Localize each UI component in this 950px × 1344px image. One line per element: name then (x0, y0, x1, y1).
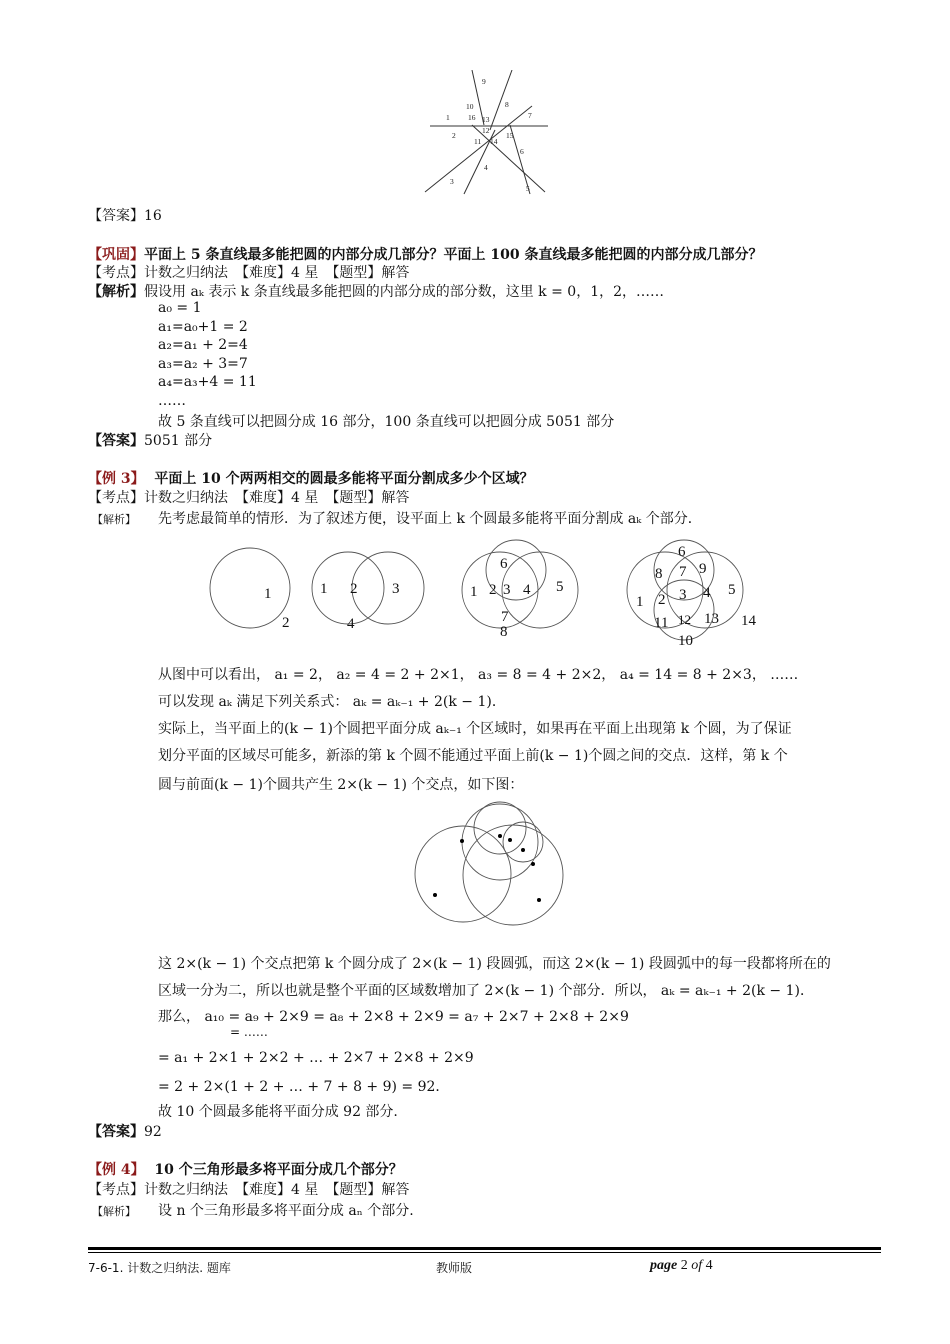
gonggu-text: 平面上 5 条直线最多能把圆的内部分成几部分？平面上 100 条直线最多能把圆的内部分成几部分？ (144, 247, 763, 263)
circle (463, 825, 563, 925)
region-label: 11 (654, 615, 669, 631)
answer-value: 16 (144, 208, 162, 224)
fig-label: 16 (468, 113, 476, 122)
jiexi-label: 【解析】 (88, 284, 144, 300)
region-label: 1 (264, 586, 272, 602)
region-label: 1 (320, 581, 328, 597)
intersection-point (498, 834, 502, 838)
region-label: 9 (699, 561, 707, 577)
region-label: 14 (741, 613, 756, 629)
region-label: 3 (392, 581, 400, 597)
fig-label: 7 (528, 111, 532, 120)
ex3-answer (88, 1121, 162, 1141)
answer-label: 【答案】 (88, 1124, 144, 1140)
jiexi-text: 假设用 aₖ 表示 k 条直线最多能把圆的内部分成的部分数，这里 k = 0，1，2，…… (144, 284, 665, 300)
ex3-equation: = 2 + 2×(1 + 2 + … + 7 + 8 + 9) = 92． (158, 1079, 450, 1095)
region-label: 8 (655, 566, 663, 582)
ex3-label: 【例 3】 (88, 471, 145, 487)
region-label: 6 (500, 556, 508, 572)
intersection-point (537, 898, 541, 902)
ex4-jiexi-label: 【解析】 (92, 1205, 136, 1218)
gonggu-jiexi (88, 281, 664, 301)
region-label: 4 (347, 616, 355, 632)
ex3-kaodian: 【考点】计数之归纳法 【难度】4 星 【题型】解答 (88, 490, 410, 506)
intersection-point (531, 862, 535, 866)
region-label: 5 (556, 579, 564, 595)
fig-label: 15 (506, 131, 514, 140)
fig-label: 2 (452, 131, 456, 140)
region-label: 1 (470, 584, 478, 600)
ex3-title: 平面上 10 个两两相交的圆最多能将平面分割成多少个区域？ (154, 471, 534, 487)
ex3-intro: 先考虑最简单的情形．为了叙述方便，设平面上 k 个圆最多能将平面分割成 aₖ 个部分． (158, 511, 702, 527)
fig-label: 5 (526, 184, 530, 193)
ex4-question (88, 1159, 403, 1179)
region-label: 13 (704, 611, 719, 627)
ex3-para-line: 实际上，当平面上的(k − 1)个圆把平面分成 aₖ₋₁ 个区域时，如果再在平面上出现第 k 个圆，为了保证 (158, 721, 792, 737)
ex4-intro: 设 n 个三角形最多将平面分成 aₙ 个部分. (158, 1203, 414, 1219)
circle (210, 548, 290, 628)
region-label: 10 (678, 633, 693, 648)
eq-line: …… (158, 393, 186, 409)
ex3-question (88, 468, 534, 488)
fig-label: 12 (482, 126, 490, 135)
gonggu-question (88, 244, 762, 264)
eq-line: a₀ = 1 (158, 300, 202, 316)
answer-label: 【答案】 (88, 208, 144, 224)
region-label: 2 (658, 592, 666, 608)
region-label: 7 (679, 564, 687, 580)
eq-line: a₄=a₃+4 = 11 (158, 374, 257, 390)
circle (462, 804, 538, 880)
region-label: 5 (728, 582, 736, 598)
region-label: 2 (282, 615, 290, 631)
fig-label: 14 (490, 137, 498, 146)
fig-label: 11 (474, 137, 482, 146)
ex3-observation: 从图中可以看出， a₁ = 2， a₂ = 4 = 2 + 2×1， a₃ = 8 = 4 + 2×2， a₄ = 14 = 8 + 2×3， …… (158, 667, 799, 683)
region-label: 2 (489, 582, 497, 598)
region-label: 1 (636, 594, 644, 610)
circle (352, 552, 424, 624)
intersection-point (508, 838, 512, 842)
ex3-equation: = …… (230, 1025, 268, 1039)
circle (502, 552, 578, 628)
page-total: 4 (705, 1258, 713, 1273)
page-prefix: page (650, 1258, 678, 1273)
ex3-para-line: 划分平面的区域尽可能多，新添的第 k 个圆不能通过平面上前(k − 1)个圆之间的交点．这样，第 k 个 (158, 748, 788, 764)
eq-line: a₁=a₀+1 = 2 (158, 319, 248, 335)
ex3-equation: = a₁ + 2×1 + 2×2 + … + 2×7 + 2×8 + 2×9 (158, 1050, 474, 1066)
answer-value: 92 (144, 1124, 162, 1140)
region-label: 2 (350, 581, 358, 597)
ex3-para-line: 这 2×(k − 1) 个交点把第 k 个圆分成了 2×(k − 1) 段圆弧，而这 2×(k − 1) 段圆弧中的每一段都将所在的 (158, 956, 831, 972)
region-label: 12 (678, 612, 691, 627)
circle (474, 802, 526, 854)
circles-figure (200, 538, 790, 648)
ex3-jiexi-label: 【解析】 (92, 513, 136, 526)
fig-label: 6 (520, 147, 524, 156)
footer-page (650, 1258, 713, 1274)
ex3-relation: 可以发现 aₖ 满足下列关系式： aₖ = aₖ₋₁ + 2(k − 1)． (158, 694, 506, 710)
page-of: of (691, 1258, 703, 1273)
fig-label: 4 (484, 163, 488, 172)
ex4-title: 10 个三角形最多将平面分成几个部分？ (154, 1162, 403, 1178)
fig-line (425, 106, 532, 192)
fig-label: 13 (482, 115, 490, 124)
ex3-para-line: 圆与前面(k − 1)个圆共产生 2×(k − 1) 个交点，如下图： (158, 777, 524, 793)
footer-rule (88, 1247, 881, 1250)
ex3-equation: 那么， a₁₀ = a₉ + 2×9 = a₈ + 2×8 + 2×9 = a₇ + 2×7 + 2×8 + 2×9 (158, 1009, 629, 1025)
intersection-point (433, 893, 437, 897)
answer-value: 5051 部分 (144, 433, 213, 449)
intersection-point (460, 839, 464, 843)
conclusion: 故 5 条直线可以把圆分成 16 部分，100 条直线可以把圆分成 5051 部分 (158, 414, 615, 430)
region-label: 4 (523, 582, 531, 598)
page-number: 2 (680, 1258, 688, 1273)
region-label: 4 (703, 585, 711, 601)
region-label: 3 (679, 587, 687, 603)
ex4-kaodian: 【考点】计数之归纳法 【难度】4 星 【题型】解答 (88, 1182, 410, 1198)
intersection-figure (405, 800, 570, 945)
lines-figure (420, 70, 555, 198)
footer-rule (88, 1252, 881, 1253)
gonggu-answer (88, 430, 212, 450)
fig-label: 3 (450, 177, 454, 186)
ex3-para-line: 区域一分为二，所以也就是整个平面的区域数增加了 2×(k − 1) 个部分．所以， aₖ = aₖ₋₁ + 2(k − 1)． (158, 983, 814, 999)
region-label: 8 (500, 624, 508, 640)
fig-label: 10 (466, 102, 474, 111)
answer-label: 【答案】 (88, 433, 144, 449)
fig-label: 9 (482, 77, 486, 86)
answer-row (88, 205, 162, 225)
circle (503, 822, 543, 862)
region-label: 7 (501, 609, 509, 625)
eq-line: a₂=a₁ + 2=4 (158, 337, 248, 353)
ex3-conclusion: 故 10 个圆最多能将平面分成 92 部分. (158, 1104, 398, 1120)
eq-line: a₃=a₂ + 3=7 (158, 356, 248, 372)
fig-label: 8 (505, 100, 509, 109)
gonggu-label: 【巩固】 (88, 247, 144, 263)
footer-left: 7-6-1. 计数之归纳法. 题库 (88, 1261, 231, 1275)
fig-label: 1 (446, 113, 450, 122)
region-label: 3 (503, 582, 511, 598)
gonggu-kaodian: 【考点】计数之归纳法 【难度】4 星 【题型】解答 (88, 265, 410, 281)
intersection-point (521, 848, 525, 852)
region-label: 6 (678, 544, 686, 560)
ex4-label: 【例 4】 (88, 1162, 145, 1178)
footer-center: 教师版 (436, 1261, 473, 1275)
